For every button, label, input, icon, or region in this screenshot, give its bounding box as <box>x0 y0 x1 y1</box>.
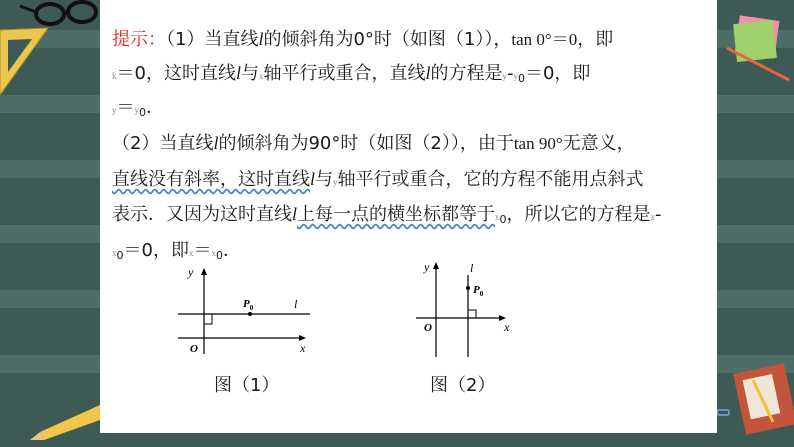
text-line-1: 提示：（1）当直线l的倾斜角为0°时（如图（1）），tan 0°＝0，即 <box>112 29 614 50</box>
x-label: x <box>504 320 510 334</box>
point-p0 <box>248 312 252 316</box>
origin-label: O <box>190 343 198 355</box>
text-line-5: 直线没有斜率，这时直线l与y轴平行或重合，它的方程不能用点斜式 <box>112 169 644 190</box>
glasses-icon <box>20 2 96 24</box>
text-line-7: $x_0=0$，即$x=x_0$． <box>112 240 241 262</box>
stationery-decoration-left <box>0 0 100 447</box>
text-line-2: k＝0，这时直线l与x轴平行或重合，直线l的方程是$y-y_0=0$，即 <box>112 63 591 85</box>
l-label: l <box>470 261 474 275</box>
notebook-icon <box>733 363 794 434</box>
y-label: y <box>188 265 194 279</box>
origin-label: O <box>424 322 432 334</box>
p0-label: $P_0$ <box>243 298 254 312</box>
figure-1-caption: 图（1） <box>214 375 280 396</box>
figure-2-diagram <box>412 257 522 362</box>
point-p0 <box>466 286 470 290</box>
stationery-decoration-right <box>717 0 794 447</box>
figure-1-diagram <box>170 262 320 357</box>
right-angle-mark <box>204 314 212 324</box>
x-label: x <box>300 341 306 355</box>
y-label: y <box>424 260 430 274</box>
l-label: l <box>294 297 298 311</box>
right-angle-mark <box>468 310 476 318</box>
p0-label: $P_0$ <box>473 284 484 298</box>
triangle-ruler-icon <box>0 28 48 95</box>
text-line-6: 表示．又因为这时直线l上每一点的横坐标都等于$x_0$，所以它的方程是x- <box>112 204 662 226</box>
paperclip-icon <box>717 410 729 415</box>
text-line-3: $y=y_0$． <box>112 97 164 119</box>
figure-2-caption: 图（2） <box>430 375 496 396</box>
text-line-4: （2）当直线l的倾斜角为90°时（如图（2）），由于tan 90°无意义， <box>112 133 635 154</box>
pencil-icon <box>30 405 100 440</box>
hint-label: 提示 <box>112 29 148 50</box>
